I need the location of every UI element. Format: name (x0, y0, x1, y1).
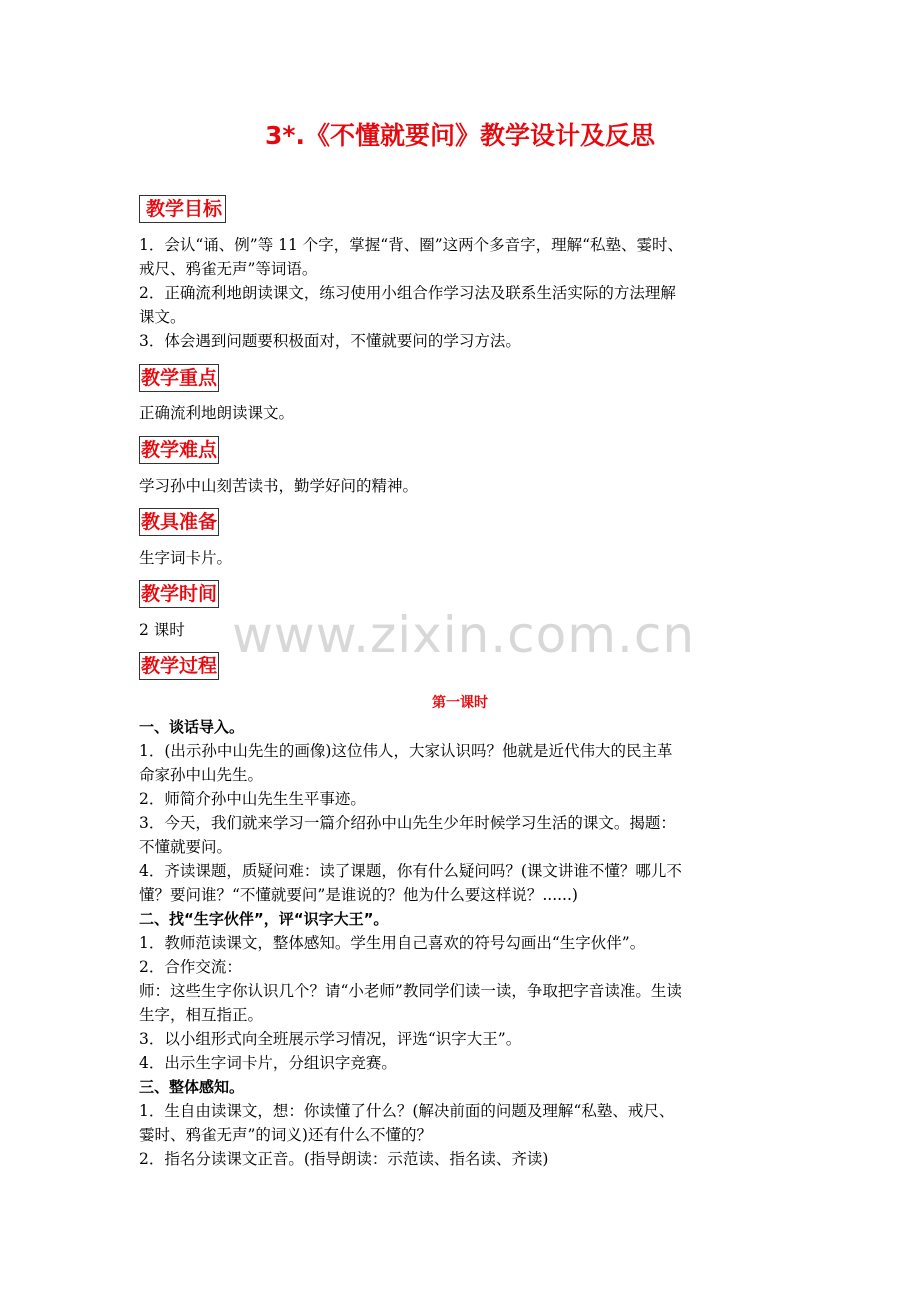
section-label-difficulty: 教学难点 (139, 436, 219, 464)
lesson-line: 4．出示生字词卡片，分组识字竞赛。 (139, 1054, 397, 1072)
lesson-line: 2．师简介孙中山先生生平事迹。 (139, 790, 366, 808)
lesson-line: 命家孙中山先生。 (139, 766, 264, 784)
prep-text: 生字词卡片。 (139, 549, 233, 567)
lesson-line: 1．教师范读课文，整体感知。学生用自己喜欢的符号勾画出“生字伙伴”。 (139, 934, 646, 952)
section-label-goals: 教学目标 (139, 195, 226, 223)
lesson-line: 1．(出示孙中山先生的画像)这位伟人，大家认识吗？他就是近代伟大的民主革 (139, 742, 673, 760)
lesson-line: 3．以小组形式向全班展示学习情况，评选“识字大王”。 (139, 1030, 522, 1048)
lesson-line: 2．指名分读课文正音。(指导朗读：示范读、指名读、齐读) (139, 1150, 549, 1168)
key-text: 正确流利地朗读课文。 (139, 404, 295, 422)
section-label-time: 教学时间 (139, 580, 219, 608)
goals-line-1: 1．会认“诵、例”等 11 个字，掌握“背、圈”这两个多音字，理解“私塾、霎时、 (139, 236, 684, 254)
section-label-key: 教学重点 (139, 364, 219, 392)
lesson-line: 霎时、鸦雀无声”的词义)还有什么不懂的？ (139, 1126, 432, 1144)
lesson-line: 1．生自由读课文，想：你读懂了什么？(解决前面的问题及理解“私塾、戒尺、 (139, 1102, 675, 1120)
lesson-heading: 第一课时 (432, 695, 488, 711)
step-heading-2: 二、找“生字伙伴”，评“识字大王”。 (139, 910, 389, 928)
lesson-line: 3．今天，我们就来学习一篇介绍孙中山先生少年时候学习生活的课文。揭题： (139, 814, 676, 832)
goals-line-3: 2．正确流利地朗读课文，练习使用小组合作学习法及联系生活实际的方法理解 (139, 284, 676, 302)
section-label-prep: 教具准备 (139, 508, 219, 536)
difficulty-text: 学习孙中山刻苦读书，勤学好问的精神。 (139, 477, 419, 495)
watermark: www.zixin.com.cn (232, 606, 696, 664)
document-title: 3*.《不懂就要问》教学设计及反思 (265, 121, 655, 150)
lesson-line: 师：这些生字你认识几个？请“小老师”教同学们读一读，争取把字音读准。生读 (139, 982, 682, 1000)
goals-line-4: 课文。 (139, 308, 186, 326)
section-label-process: 教学过程 (139, 652, 219, 680)
lesson-line: 生字，相互指正。 (139, 1006, 264, 1024)
lesson-line: 2．合作交流： (139, 958, 242, 976)
lesson-line: 不懂就要问。 (139, 838, 233, 856)
time-text: 2 课时 (139, 621, 185, 639)
lesson-line: 4．齐读课题，质疑问难：读了课题，你有什么疑问吗？(课文讲谁不懂？哪儿不 (139, 862, 682, 880)
step-heading-3: 三、整体感知。 (139, 1078, 245, 1096)
goals-line-2: 戒尺、鸦雀无声”等词语。 (139, 260, 318, 278)
goals-line-5: 3．体会遇到问题要积极面对，不懂就要问的学习方法。 (139, 332, 521, 350)
lesson-line: 懂？要问谁？“不懂就要问”是谁说的？他为什么要这样说？......) (139, 886, 578, 904)
step-heading-1: 一、谈话导入。 (139, 718, 245, 736)
